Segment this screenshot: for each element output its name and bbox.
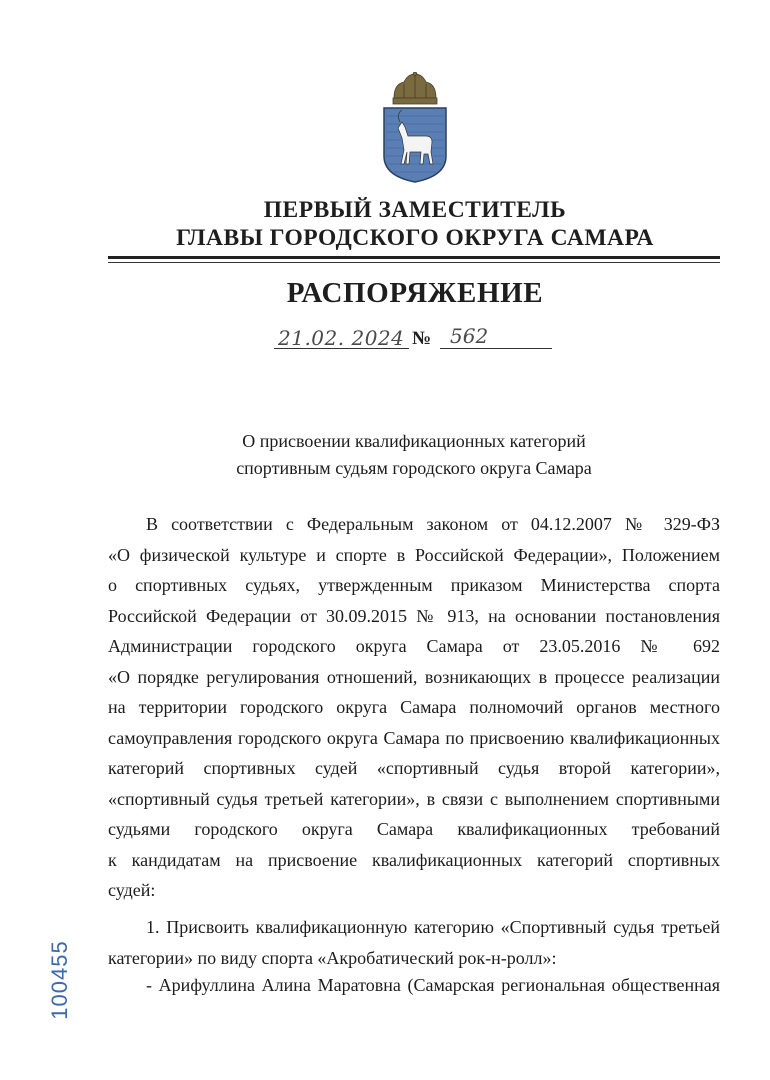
subject-line: спортивным судьям городского округа Самара xyxy=(236,458,592,478)
paragraph-line: Российской Федерации от 30.09.2015 № 913, на основании постановления xyxy=(108,605,720,626)
paragraph-line: судьями городского округа Самара квалификационных требований xyxy=(108,819,720,839)
paragraph-line: - Арифуллина Алина Маратовна (Самарская региональная общественная xyxy=(146,975,720,995)
registration-line xyxy=(262,320,562,350)
paragraph-line: на территории городского округа Самара полномочий органов местного xyxy=(108,697,720,717)
side-stamp-number xyxy=(30,935,90,1025)
paragraph-line: «спортивный судья третьей категории», в связи с выполнением спортивными xyxy=(108,788,720,809)
paragraph-line: судей: xyxy=(108,880,156,900)
subject-line: О присвоении квалификационных категорий xyxy=(242,431,586,451)
paragraph-line: 1. Присвоить квалификационную категорию «Спортивный судья третьей xyxy=(146,917,720,937)
crown-icon xyxy=(393,72,437,104)
paragraph-line: самоуправления городского округа Самара по присвоению квалификационных xyxy=(108,727,720,748)
item-1-person xyxy=(108,971,720,1002)
paragraph-line: категорий спортивных судей «спортивный судья второй категории», xyxy=(108,758,720,778)
paragraph-line: «О порядке регулирования отношений, возникающих в процессе реализации xyxy=(108,666,720,687)
issuer-title-line-1: ПЕРВЫЙ ЗАМЕСТИТЕЛЬ xyxy=(263,197,567,223)
side-stamp-number-text: 100455 xyxy=(47,940,72,1020)
samara-coat-of-arms-icon xyxy=(378,72,452,184)
paragraph-line: категории» по виду спорта «Акробатический рок-н-ролл»: xyxy=(108,947,557,968)
paragraph-line: о спортивных судьях, утвержденным приказом Министерства спорта xyxy=(108,575,720,595)
paragraph-line: «О физической культуре и спорте в Российской Федерации», Положением xyxy=(108,544,720,565)
preamble-paragraph xyxy=(108,510,720,907)
item-1-paragraph xyxy=(108,913,720,974)
header-divider-thin xyxy=(108,262,720,263)
issuer-title-line-2: ГЛАВЫ ГОРОДСКОГО ОКРУГА САМАРА xyxy=(176,225,654,251)
handwritten-date: 21.02. 2024 xyxy=(278,326,405,350)
handwritten-number: 562 xyxy=(450,324,489,348)
paragraph-line: В соответствии с Федеральным законом от 04.12.2007 № 329-ФЗ xyxy=(146,514,720,534)
document-subject xyxy=(108,428,720,482)
number-underline xyxy=(440,348,552,349)
paragraph-line: Администрации городского округа Самара от 23.05.2016 № 692 xyxy=(108,636,720,656)
paragraph-line: к кандидатам на присвоение квалификационных категорий спортивных xyxy=(108,849,720,870)
date-underline xyxy=(274,348,409,349)
header-divider-thick xyxy=(108,256,720,259)
document-type-heading: РАСПОРЯЖЕНИЕ xyxy=(286,277,544,309)
number-label: № xyxy=(412,328,432,349)
